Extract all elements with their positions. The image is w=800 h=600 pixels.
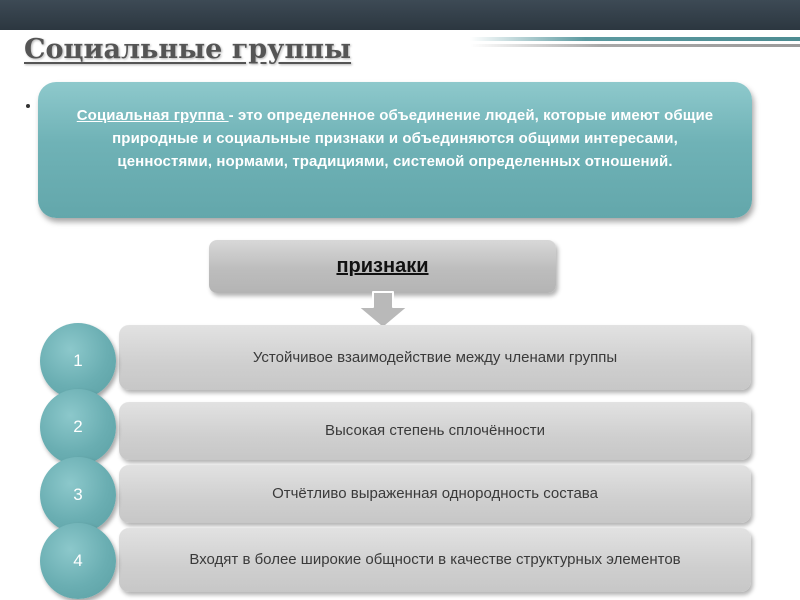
feature-text-3: Отчётливо выраженная однородность состава: [272, 485, 598, 502]
bullet-dot: [26, 104, 30, 108]
slide-title: Социальные группы: [24, 34, 352, 65]
features-header-box: [209, 240, 556, 293]
top-bar: [0, 0, 800, 30]
features-label: признаки: [336, 255, 429, 277]
decorative-stripe-gray: [470, 44, 800, 47]
definition-box: [38, 82, 752, 218]
definition-term: Социальная группа: [76, 107, 229, 124]
definition-text: - это определенное объединение людей, которые имеют общие природные и социальные признаки и объединяются общими интересами, ценностями, нормами, традициями, системой определенных отношений.: [112, 107, 714, 170]
feature-text-1: Устойчивое взаимодействие между членами группы: [252, 348, 618, 366]
number-circle-3: 3: [40, 457, 116, 533]
feature-item-3: [119, 465, 751, 523]
feature-item-2: [119, 402, 751, 460]
decorative-stripe-teal: [470, 37, 800, 41]
feature-text-4: Входят в более широкие общности в качестве структурных элементов: [189, 551, 681, 568]
number-circle-1: 1: [40, 323, 116, 399]
feature-text-2: Высокая степень сплочённости: [325, 422, 545, 439]
feature-item-1: [119, 325, 751, 390]
number-circle-2: 2: [40, 389, 116, 465]
feature-item-4: [119, 528, 751, 592]
number-circle-4: 4: [40, 523, 116, 599]
down-arrow-icon: [356, 291, 410, 329]
